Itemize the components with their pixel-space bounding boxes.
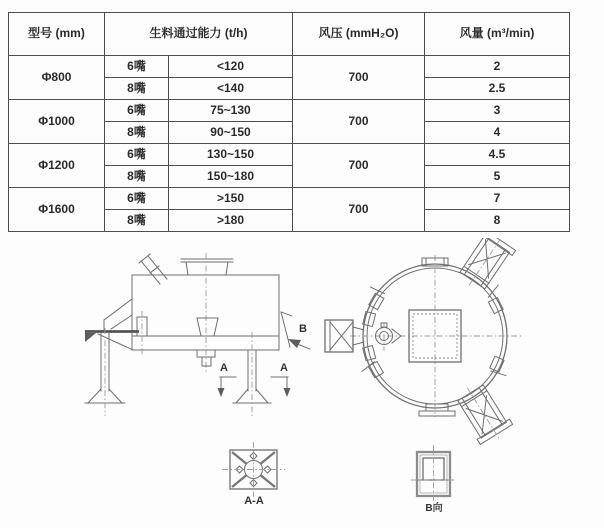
view-b-detail-label: B向 [425,503,443,514]
nozzle-cell: 6嘴 [105,100,169,122]
airflow-cell: 3 [425,100,570,122]
airflow-cell: 4 [425,122,570,144]
model-cell: Φ1200 [9,144,105,188]
header-model: 型号 (mm) [9,13,105,56]
airflow-cell: 2.5 [425,78,570,100]
header-airflow: 风量 (m³/min) [425,13,570,56]
airflow-cell: 7 [425,188,570,210]
shaft-hub [376,322,402,351]
nozzle-cell: 6嘴 [105,188,169,210]
airflow-cell: 5 [425,166,570,188]
section-aa-label: A-A [244,495,264,507]
table-row [9,188,570,210]
internal-gate [137,311,147,355]
nozzle-cell: 8嘴 [105,122,169,144]
center-funnel [197,318,218,336]
vessel-body [132,275,279,336]
right-support-leg [233,332,271,416]
section-aa-view [222,442,285,507]
nozzle-cell: 6嘴 [105,144,169,166]
nozzle-cell: 8嘴 [105,210,169,232]
top-plan-view [325,238,523,449]
section-label-right: A [280,362,288,374]
table-row [9,56,570,78]
engineering-drawings [0,238,604,528]
side-elevation-view [85,253,310,416]
capacity-cell: >180 [169,210,293,232]
spec-table [8,12,570,232]
bottom-rim-flange [419,404,455,416]
capacity-cell: <140 [169,78,293,100]
left-discharge-chute [85,299,139,350]
pressure-cell: 700 [293,56,425,100]
section-arrow-right [271,377,291,397]
table-row [9,144,570,166]
capacity-cell: 90~150 [169,122,293,144]
capacity-cell: <120 [169,56,293,78]
inclined-pipe [139,254,167,284]
capacity-cell: 150~180 [169,166,293,188]
view-b-label: B [299,323,307,335]
airflow-cell: 2 [425,56,570,78]
vessel-base-skirt [132,336,279,350]
right-flap [281,312,292,347]
airflow-cell: 4.5 [425,144,570,166]
capacity-cell: >150 [169,188,293,210]
model-cell: Φ1600 [9,188,105,232]
pressure-cell: 700 [293,188,425,232]
model-cell: Φ800 [9,56,105,100]
lower-right-chute [451,378,515,449]
capacity-cell: 130~150 [169,144,293,166]
section-arrow-left [218,377,237,397]
nozzle-cell: 8嘴 [105,78,169,100]
upper-right-chute [453,238,518,296]
section-label-left: A [220,362,228,374]
header-pressure: 风压 (mmH₂O) [293,13,425,56]
model-cell: Φ1000 [9,100,105,144]
nozzle-cell: 6嘴 [105,56,169,78]
capacity-cell: 75~130 [169,100,293,122]
pressure-cell: 700 [293,100,425,144]
header-capacity: 生料通过能力 (t/h) [105,13,293,56]
header-row [9,13,570,56]
nozzle-cell: 8嘴 [105,166,169,188]
view-b-detail [411,445,456,514]
left-support-leg [85,328,125,416]
left-inlet-nozzle [325,320,364,352]
view-b-arrow [288,339,310,349]
table-row [9,100,570,122]
pressure-cell: 700 [293,144,425,188]
airflow-cell: 8 [425,210,570,232]
top-nozzle [181,259,233,275]
